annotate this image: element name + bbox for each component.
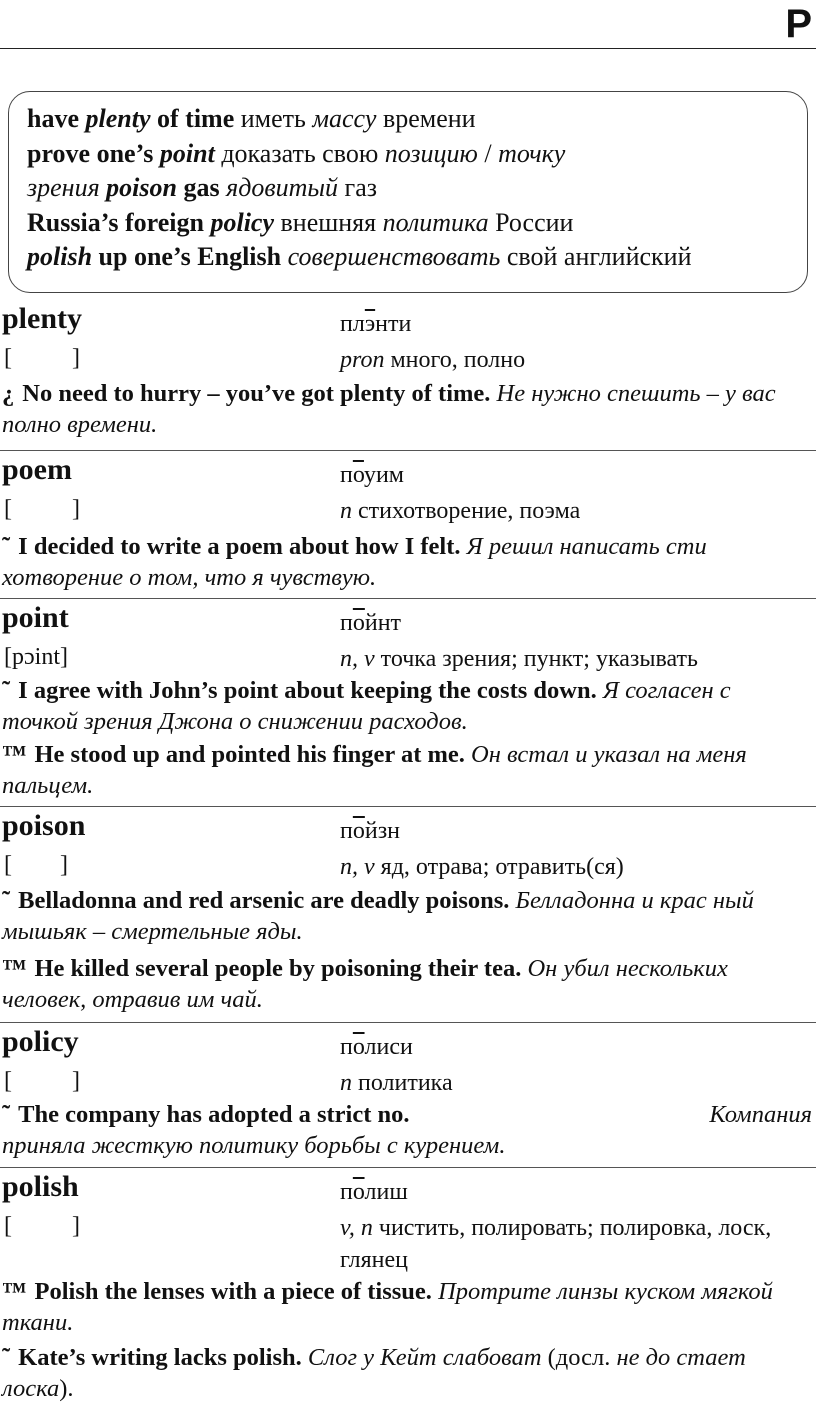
example: ˜ I agree with John’s point about keeping the costs down. Я согласен с точкой зрения Джона о снижении расходов. xyxy=(2,677,731,735)
phrase-segment: point xyxy=(159,138,215,168)
phrase-segment: времени xyxy=(376,104,476,133)
phrase-line xyxy=(27,171,807,206)
phrase-segment: up one’s English xyxy=(92,242,288,271)
phrase-segment: Russia’s foreign xyxy=(27,207,211,237)
definition: n, v точка зрения; пункт; указывать xyxy=(340,646,698,672)
example: ™ He stood up and pointed his finger at me. Он встал и указал на меня пальцем. xyxy=(2,741,747,799)
ipa: [ ] xyxy=(4,1213,80,1239)
transliteration: полиш xyxy=(340,1179,408,1205)
transliteration: пойнт xyxy=(340,610,402,636)
transliteration: пойзн xyxy=(340,818,401,844)
header-rule xyxy=(0,48,816,49)
phrase-segment: доказать свою xyxy=(221,138,385,168)
ipa: [ ] xyxy=(4,345,80,371)
entry-polish xyxy=(0,1167,816,1407)
transliteration: плэнти xyxy=(340,311,412,337)
definition: n, v яд, отрава; отравить(ся) xyxy=(340,854,624,880)
phrase-segment: polish xyxy=(27,242,93,271)
definition: n стихотворение, поэма xyxy=(340,498,581,524)
phrase-segment: иметь xyxy=(240,104,313,133)
transliteration: поуим xyxy=(340,462,404,488)
ipa: [pɔint] xyxy=(4,644,68,670)
page-letter: P xyxy=(785,2,812,46)
phrase-segment: gas xyxy=(176,173,227,202)
headword: point xyxy=(2,601,69,634)
phrase-segment: совершенствовать xyxy=(287,242,501,271)
example: ˜ I decided to write a poem about how I felt. Я решил написать сти хотворение о том, что я чувствую. xyxy=(2,533,707,591)
entry-plenty xyxy=(0,300,816,450)
definition: n политика xyxy=(340,1070,453,1096)
phrase-box xyxy=(8,91,808,293)
example: Компания ˜ The company has adopted a strict no. приняла жесткую политику борьбы с курением. xyxy=(2,1101,812,1159)
example: ˜ Belladonna and red arsenic are deadly poisons. Белладонна и крас ный мышьяк – смертельные яды. xyxy=(2,887,754,945)
phrase-segment: plenty xyxy=(85,104,151,133)
definition: pron много, полно xyxy=(340,347,526,373)
phrase-segment: of time xyxy=(150,104,241,133)
phrase-segment: свой английский xyxy=(500,242,692,271)
phrase-segment: газ xyxy=(338,173,378,202)
headword: poison xyxy=(2,809,86,842)
entry-poison xyxy=(0,806,816,1023)
example: ¿ No need to hurry – you’ve got plenty of time. Не нужно спешить – у вас полно времени. xyxy=(2,380,776,438)
entry-point xyxy=(0,598,816,807)
phrase-segment: prove one’s xyxy=(27,138,160,168)
phrase-segment: poison xyxy=(106,173,177,202)
phrase-segment: точку xyxy=(498,138,566,168)
phrase-segment: have xyxy=(27,104,86,133)
phrase-segment: зрения xyxy=(27,173,107,202)
phrase-segment: ядовитый xyxy=(226,173,339,202)
phrase-line xyxy=(27,206,807,241)
phrase-segment: политика xyxy=(382,207,489,237)
headword: poem xyxy=(2,453,72,486)
ipa: [ ] xyxy=(4,852,68,878)
ipa: [ ] xyxy=(4,496,80,522)
ipa: [ ] xyxy=(4,1068,80,1094)
phrase-segment: внешняя xyxy=(280,207,383,237)
example: ™ Polish the lenses with a piece of tissue. Протрите линзы куском мягкой ткани. xyxy=(2,1278,773,1336)
transliteration: полиси xyxy=(340,1034,413,1060)
definition: v, n чистить, полировать; полировка, лоск, глянец xyxy=(340,1215,772,1273)
headword: polish xyxy=(2,1170,79,1203)
entry-policy xyxy=(0,1022,816,1168)
headword: policy xyxy=(2,1025,79,1058)
phrase-line xyxy=(27,137,807,172)
example: ˜ Kate’s writing lacks polish. Слог у Кейт слабоват (досл. не до стает лоска). xyxy=(2,1344,746,1402)
example: ™ He killed several people by poisoning their tea. Он убил нескольких человек, отравив им чай. xyxy=(2,955,728,1013)
entry-poem xyxy=(0,450,816,599)
headword: plenty xyxy=(2,302,83,335)
phrase-line xyxy=(27,102,807,137)
phrase-line xyxy=(27,240,807,275)
phrase-segment: России xyxy=(488,207,574,237)
phrase-segment: policy xyxy=(210,207,274,237)
phrase-segment: массу xyxy=(312,104,377,133)
phrase-segment: позицию xyxy=(384,138,478,168)
phrase-segment: / xyxy=(477,138,499,168)
